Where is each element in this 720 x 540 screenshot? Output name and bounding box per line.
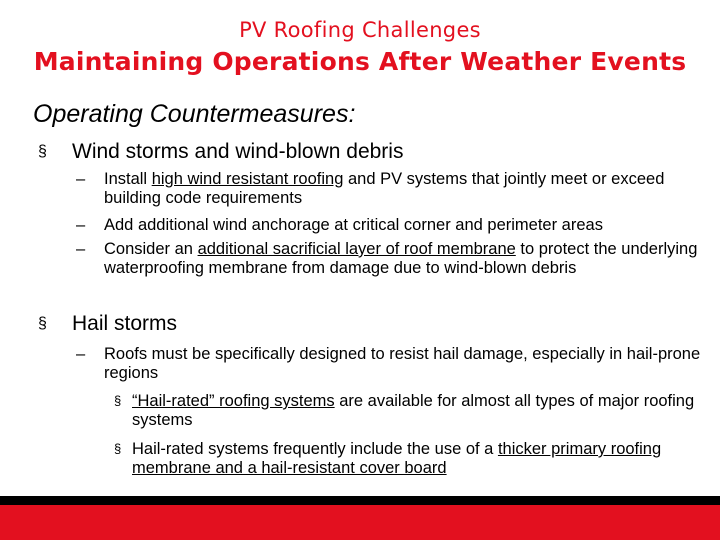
text: Install	[104, 170, 152, 188]
list-item-wind-2	[76, 216, 716, 235]
dash-bullet-icon: –	[76, 240, 86, 258]
bullet-label: Wind storms and wind-blown debris	[72, 140, 404, 163]
text: Add additional wind anchorage at critical corner and perimeter areas	[104, 216, 603, 234]
text: Hail-rated systems frequently include the use of a	[132, 440, 498, 458]
text: and PV systems that jointly meet or exceed building code requirements	[104, 170, 665, 207]
list-item-hail-1	[76, 345, 716, 382]
section-heading: Operating Countermeasures:	[33, 100, 356, 128]
text: Roofs must be specifically designed to resist hail damage, especially in hail-prone regions	[104, 345, 701, 382]
bullet-label: Hail storms	[72, 312, 178, 335]
sub-item-hail-1	[114, 392, 714, 429]
text: Consider an	[104, 240, 198, 258]
dash-bullet-icon: –	[76, 216, 86, 234]
square-bullet-icon: §	[38, 143, 47, 160]
square-bullet-icon: §	[114, 393, 122, 408]
underlined-text: “Hail-rated” roofing systems	[132, 392, 335, 410]
footer-divider	[0, 496, 720, 505]
underlined-text: additional sacrificial layer of roof membrane	[197, 240, 516, 258]
square-bullet-icon: §	[114, 441, 122, 456]
footer-bar	[0, 505, 720, 540]
text: are available for almost all types of major roofing systems	[132, 392, 695, 429]
text: to protect the underlying waterproofing membrane from damage due to wind-blown debris	[104, 240, 698, 277]
square-bullet-icon: §	[38, 315, 47, 332]
slide-subtitle: PV Roofing Challenges	[239, 18, 481, 42]
slide-title: Maintaining Operations After Weather Events	[33, 47, 687, 76]
underlined-text: high wind resistant roofing	[151, 170, 344, 188]
dash-bullet-icon: –	[76, 170, 86, 188]
list-item-wind-1	[76, 170, 716, 207]
sub-item-hail-2	[114, 440, 714, 477]
underlined-text: thicker primary roofing membrane and a hail-resistant cover board	[132, 440, 662, 477]
list-item-wind-3	[76, 240, 716, 277]
dash-bullet-icon: –	[76, 345, 86, 363]
